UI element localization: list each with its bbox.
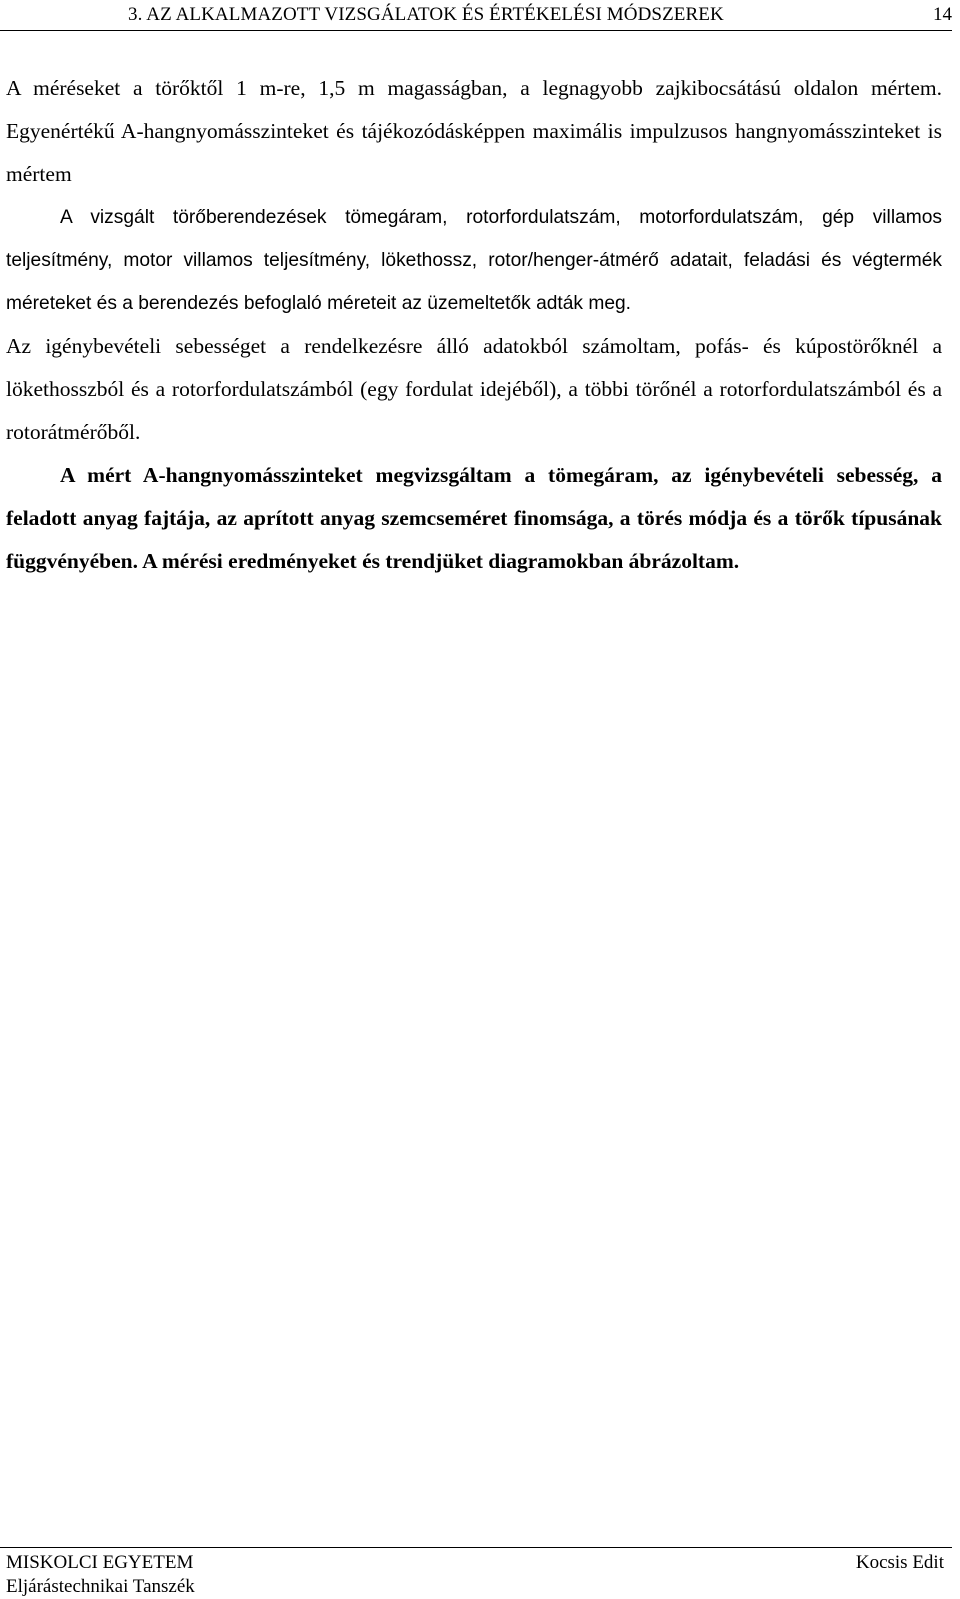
paragraph-equipment-data: A vizsgált törőberendezések tömegáram, rotorfordulatszám, motorfordulatszám, gép villamos teljesítmény, motor villamos teljesítmény, lökethossz, rotor/henger-átmérő adatait, feladási és végtermék méreteket és a berendezés befoglaló méreteit az üzemeltetők adták meg. [6,207,942,314]
footer-author: Kocsis Edit [855,1552,944,1573]
paragraph-load-speed: Az igénybevételi sebességet a rendelkezésre álló adatokból számoltam, pofás- és kúpostörőknél a lökethosszból és a rotorfordulatszámból (egy fordulat idejéből), a többi törőnél a rotorfordulatszámból és a rotorátmérőből. [6,334,942,444]
page-header [0,0,952,31]
paragraph-measurement-conditions: A méréseket a törőktől 1 m-re, 1,5 m magasságban, a legnagyobb zajkibocsátású oldalon mértem. Egyenértékű A-hangnyomásszinteket és tájékozódásképpen maximális impulzusos hangnyomásszinteket is mértem [6,76,942,186]
paragraph-analysis-summary: A mért A-hangnyomásszinteket megvizsgáltam a tömegáram, az igénybevételi sebesség, a feladott anyag fajtája, az aprított anyag szemcseméret finomsága, a törés módja és a törők típusának függvényében. A mérési eredményeket és trendjüket diagramokban ábrázoltam. [6,463,942,573]
main-content [6,67,942,583]
page-footer [0,1547,952,1597]
chapter-title: 3. AZ ALKALMAZOTT VIZSGÁLATOK ÉS ÉRTÉKELÉSI MÓDSZEREK [128,4,724,25]
footer-institution: MISKOLCI EGYETEM [6,1552,194,1573]
page-number: 14 [933,4,952,25]
footer-department: Eljárástechnikai Tanszék [6,1576,195,1597]
footer-affiliation [6,1551,195,1599]
